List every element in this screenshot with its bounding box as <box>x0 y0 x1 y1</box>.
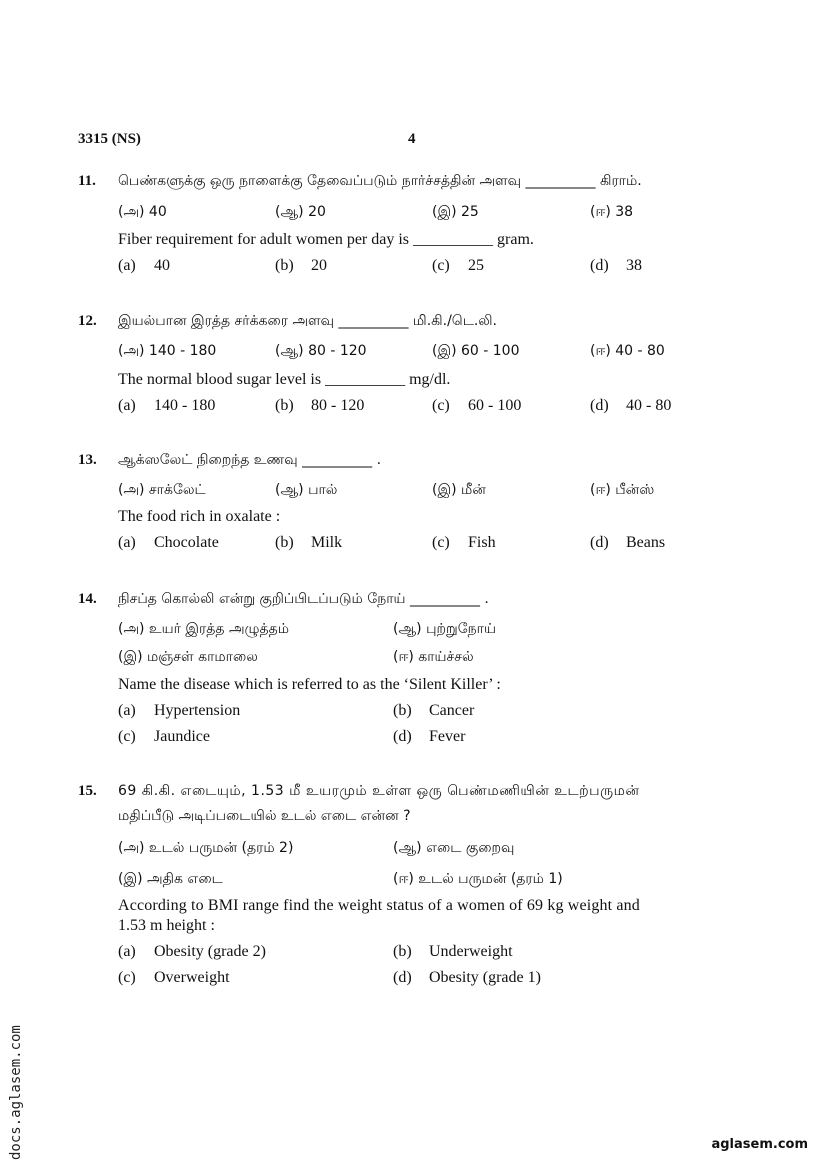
english-option: (b) Cancer <box>393 702 475 719</box>
english-option: (b) 20 <box>275 257 327 274</box>
question-number: 14. <box>78 591 97 607</box>
tamil-option: (அ) 140 - 180 <box>118 343 217 359</box>
tamil-option: (இ) 60 - 100 <box>432 343 520 359</box>
english-question: The food rich in oxalate : <box>118 508 281 525</box>
english-option: (b) Milk <box>275 534 343 551</box>
question-number: 13. <box>78 452 97 468</box>
english-option: (a) Chocolate <box>118 534 219 551</box>
english-question: According to BMI range find the weight status of a women of 69 kg weight and <box>118 897 640 914</box>
tamil-question: நிசப்த கொல்லி என்று குறிப்பிடப்படும் நோய் __________ . <box>118 591 489 607</box>
english-option: (a) 140 - 180 <box>118 397 216 414</box>
tamil-option: (ஆ) எடை குறைவு <box>393 840 515 856</box>
page-number: 4 <box>408 131 416 147</box>
tamil-option: (இ) 25 <box>432 204 479 220</box>
english-option: (b) Underweight <box>393 943 513 960</box>
tamil-question: ஆக்ஸலேட் நிறைந்த உணவு __________ . <box>118 452 382 468</box>
tamil-option: (ஈ) காய்ச்சல் <box>393 649 474 665</box>
tamil-option: (அ) உடல் பருமன் (தரம் 2) <box>118 840 294 856</box>
exam-code: 3315 (NS) <box>78 131 141 147</box>
tamil-option: (ஆ) புற்றுநோய் <box>393 621 496 637</box>
tamil-option: (ஆ) பால் <box>275 482 338 498</box>
tamil-option: (அ) உயர் இரத்த அழுத்தம் <box>118 621 289 637</box>
english-option: (d) Obesity (grade 1) <box>393 969 541 986</box>
english-option: (c) Overweight <box>118 969 230 986</box>
tamil-option: (இ) மீன் <box>432 482 486 498</box>
tamil-option: (ஆ) 80 - 120 <box>275 343 367 359</box>
watermark-text: docs.aglasem.com <box>8 1025 24 1160</box>
footer-site-link[interactable]: aglasem.com <box>711 1137 808 1152</box>
english-option: (b) 80 - 120 <box>275 397 365 414</box>
tamil-option: (ஈ) 40 - 80 <box>590 343 665 359</box>
english-option: (c) 25 <box>432 257 484 274</box>
tamil-option: (ஆ) 20 <box>275 204 326 220</box>
tamil-option: (இ) அதிக எடை <box>118 871 223 887</box>
tamil-option: (ஈ) உடல் பருமன் (தரம் 1) <box>393 871 563 887</box>
english-question: The normal blood sugar level is __________ mg/dl. <box>118 371 451 388</box>
english-option: (a) 40 <box>118 257 170 274</box>
english-option: (c) 60 - 100 <box>432 397 522 414</box>
english-option: (c) Fish <box>432 534 496 551</box>
question-number: 12. <box>78 313 97 329</box>
tamil-option: (அ) 40 <box>118 204 167 220</box>
tamil-question-cont: மதிப்பீடு அடிப்படையில் உடல் எடை என்ன ? <box>118 808 411 824</box>
english-option: (c) Jaundice <box>118 728 210 745</box>
tamil-option: (அ) சாக்லேட் <box>118 482 206 498</box>
tamil-question: பெண்களுக்கு ஒரு நாளைக்கு தேவைப்படும் நார்ச்சத்தின் அளவு __________ கிராம். <box>118 173 642 189</box>
english-question: Fiber requirement for adult women per day is __________ gram. <box>118 231 534 248</box>
english-option: (a) Hypertension <box>118 702 241 719</box>
tamil-question: இயல்பான இரத்த சர்க்கரை அளவு __________ மி.கி./டெ.லி. <box>118 313 498 329</box>
question-number: 11. <box>78 173 96 189</box>
tamil-option: (இ) மஞ்சள் காமாலை <box>118 649 258 665</box>
question-number: 15. <box>78 783 97 799</box>
english-option: (d) 38 <box>590 257 642 274</box>
tamil-option: (ஈ) 38 <box>590 204 634 220</box>
tamil-option: (ஈ) பீன்ஸ் <box>590 482 655 498</box>
english-option: (d) 40 - 80 <box>590 397 672 414</box>
english-option: (d) Fever <box>393 728 466 745</box>
english-question-cont: 1.53 m height : <box>118 917 215 934</box>
english-question: Name the disease which is referred to as the ‘Silent Killer’ : <box>118 676 501 693</box>
english-option: (d) Beans <box>590 534 666 551</box>
english-option: (a) Obesity (grade 2) <box>118 943 266 960</box>
tamil-question: 69 கி.கி. எடையும், 1.53 மீ உயரமும் உள்ள ஒரு பெண்மணியின் உடற்பருமன் <box>118 783 640 799</box>
